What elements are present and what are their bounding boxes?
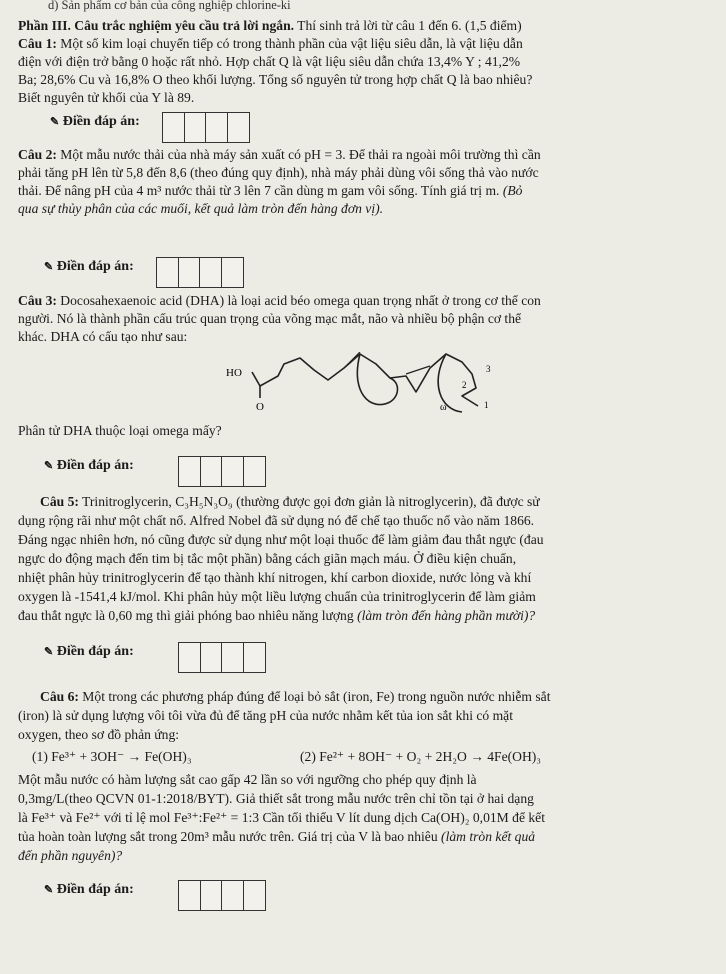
q3-label: Câu 3:: [18, 293, 57, 308]
answer-box[interactable]: [221, 257, 244, 288]
dha-carbon-1-label: 1: [484, 400, 489, 410]
q6-line-1: Câu 6: Một trong các phương pháp đúng để loại bỏ sắt (iron, Fe) trong nguồn nước nhiễm sắt: [40, 689, 551, 704]
q6-equation-1: (1) Fe³⁺ + 3OH⁻ → Fe(OH)₃: [32, 749, 192, 764]
q5-line-2: dụng rộng rãi như một chất nổ. Alfred Nobel đã sử dụng nó để chế tạo thuốc nổ vào năm 1866.: [18, 513, 535, 528]
q1-line-1: Câu 1: Một số kim loại chuyển tiếp có trong thành phần của vật liệu siêu dẫn, là vật liệu dẫn: [18, 36, 523, 51]
answer-box[interactable]: [178, 642, 201, 673]
answer-box[interactable]: [221, 880, 244, 911]
answer-box[interactable]: [243, 456, 266, 487]
part3-title: Phần III. Câu trắc nghiệm yêu cầu trả lời ngắn.: [18, 18, 295, 33]
dha-carbon-2-label: 2: [462, 380, 467, 390]
q6-line-7: tủa hoàn toàn lượng sắt trong 20m³ mẫu nước trên. Giá trị của V là bao nhiêu (làm tròn kết quả: [18, 829, 536, 844]
answer-box[interactable]: [221, 456, 244, 487]
q6-label: Câu 6:: [40, 689, 79, 704]
dha-carbon-3-label: 3: [486, 364, 491, 374]
part3-heading: [18, 17, 708, 34]
answer-box[interactable]: [178, 880, 201, 911]
q2-line-3: thải. Để nâng pH của 4 m³ nước thải từ 3 lên 7 cần dùng m gam vôi sống. Tính giá trị m. (Bỏ: [18, 183, 523, 198]
q5-line-3: Đáng ngạc nhiên hơn, nó cũng được sử dụng như một loại thuốc để làm giảm đau thắt ngực (đau: [18, 532, 544, 547]
answer-box[interactable]: [205, 112, 228, 143]
answer-box[interactable]: [184, 112, 207, 143]
answer-box[interactable]: [178, 456, 201, 487]
pen-icon: ✎: [44, 646, 54, 658]
q1-line-4: Biết nguyên tử khối của Y là 89.: [18, 90, 195, 105]
q2-line-4: qua sự thủy phân của các muối, kết quả làm tròn đến hàng đơn vị).: [18, 201, 384, 216]
q3-answer-boxes[interactable]: [178, 456, 264, 487]
q5-label: Câu 5:: [40, 494, 79, 509]
q5-line-6: oxygen là -1541,4 kJ/mol. Khi phân hủy một liều lượng chuẩn của trinitroglycerin để làm giảm: [18, 589, 536, 604]
dha-ho-label: HO: [226, 367, 242, 379]
answer-box[interactable]: [178, 257, 201, 288]
q1-answer-boxes[interactable]: [162, 112, 248, 143]
q6-line-3: oxygen, theo sơ đồ phản ứng:: [18, 727, 180, 742]
pen-icon: ✎: [44, 884, 54, 896]
q5-line-5: nhiệt phân hủy trinitroglycerin để tạo thành khí nitrogen, khí carbon dioxide, nước lỏng và khí: [18, 570, 532, 585]
q2-line-2: phải tăng pH lên từ 5,8 đến 8,6 (theo đúng quy định), nhà máy phải dùng vôi sống thả vào nước: [18, 165, 539, 180]
q5-answer-boxes[interactable]: [178, 642, 264, 673]
q5-line-1: Câu 5: Trinitroglycerin, C₃H₅N₃O₉ (thường được gọi đơn giản là nitroglycerin), đã được sử: [40, 494, 540, 509]
q3-line-1: Câu 3: Docosahexaenoic acid (DHA) là loại acid béo omega quan trọng nhất ở trong cơ thể con: [18, 293, 541, 308]
answer-box[interactable]: [162, 112, 185, 143]
answer-box[interactable]: [199, 257, 222, 288]
q2-label: Câu 2:: [18, 147, 57, 162]
q2-line-1: Câu 2: Một mẫu nước thải của nhà máy sản xuất có pH = 3. Để thải ra ngoài môi trường thì cần: [18, 147, 541, 162]
q1-answer-label: Điền đáp án:: [62, 114, 140, 129]
part3-intro: Thí sinh trả lời từ câu 1 đến 6. (1,5 điểm): [294, 18, 522, 33]
answer-box[interactable]: [227, 112, 250, 143]
q5-line-7: đau thắt ngực là 0,60 mg thì giải phóng bao nhiêu năng lượng (làm tròn đến hàng phần mười)?: [18, 608, 536, 623]
q3-line-2: người. Nó là thành phần cấu trúc quan trọng của võng mạc mắt, não và nhiều bộ phận cơ thể: [18, 311, 522, 326]
q6-answer-boxes[interactable]: [178, 880, 264, 911]
answer-box[interactable]: [156, 257, 179, 288]
q6-line-5: 0,3mg/L(theo QCVN 01-1:2018/BYT). Giả thiết sắt trong mẫu nước trên chỉ tồn tại ở hai dạng: [18, 791, 534, 806]
q2-answer-label: Điền đáp án:: [56, 259, 134, 274]
dha-o-label: O: [256, 401, 264, 413]
q6-answer-label: Điền đáp án:: [56, 882, 134, 897]
q6-line-6: là Fe³⁺ và Fe²⁺ với tỉ lệ mol Fe³⁺:Fe²⁺ = 1:3 Cần tối thiểu V lít dung dịch Ca(OH)₂ 0,01M để kết: [18, 810, 545, 825]
q1-label: Câu 1:: [18, 36, 57, 51]
pen-icon: ✎: [50, 116, 60, 128]
q5-line-4: ngực do động mạch đến tim bị tắc một phần) bằng cách giãn mạch máu. Ở điều kiện chuẩn,: [18, 551, 517, 566]
answer-box[interactable]: [221, 642, 244, 673]
q6-equation-2: (2) Fe²⁺ + 8OH⁻ + O₂ + 2H₂O → 4Fe(OH)₃: [300, 749, 542, 764]
q1-line-3: Ba; 28,6% Cu và 16,8% O theo khối lượng. Tổng số nguyên tử trong hợp chất Q là bao nhiêu?: [18, 72, 533, 87]
q6-line-4: Một mẫu nước có hàm lượng sắt cao gấp 42 lần so với ngưỡng cho phép quy định là: [18, 772, 477, 787]
q2-answer-boxes[interactable]: [156, 257, 242, 288]
answer-box[interactable]: [200, 880, 223, 911]
answer-box[interactable]: [200, 456, 223, 487]
dha-structure-diagram: [200, 352, 500, 424]
q5-answer-label: Điền đáp án:: [56, 644, 134, 659]
dha-omega-label: ω: [440, 402, 447, 413]
q6-line-8: đến phần nguyên)?: [18, 848, 123, 863]
header-option-d: d) Sản phẩm cơ bản của công nghiệp chlorine-ki: [48, 0, 291, 12]
q3-question: Phân tử DHA thuộc loại omega mấy?: [18, 423, 222, 438]
q3-line-3: khác. DHA có cấu tạo như sau:: [18, 329, 188, 344]
q3-answer-label: Điền đáp án:: [56, 458, 134, 473]
q1-line-2: điện với điện trở bằng 0 hoặc rất nhỏ. Hợp chất Q là vật liệu siêu dẫn chứa 13,4% Y ; 41,2%: [18, 54, 521, 69]
answer-box[interactable]: [200, 642, 223, 673]
q6-line-2: (iron) là sử dụng lượng vôi tôi vừa đủ để tăng pH của nước nhằm kết tủa ion sắt khi có mặt: [18, 708, 513, 723]
answer-box[interactable]: [243, 880, 266, 911]
pen-icon: ✎: [44, 460, 54, 472]
answer-box[interactable]: [243, 642, 266, 673]
pen-icon: ✎: [44, 261, 54, 273]
